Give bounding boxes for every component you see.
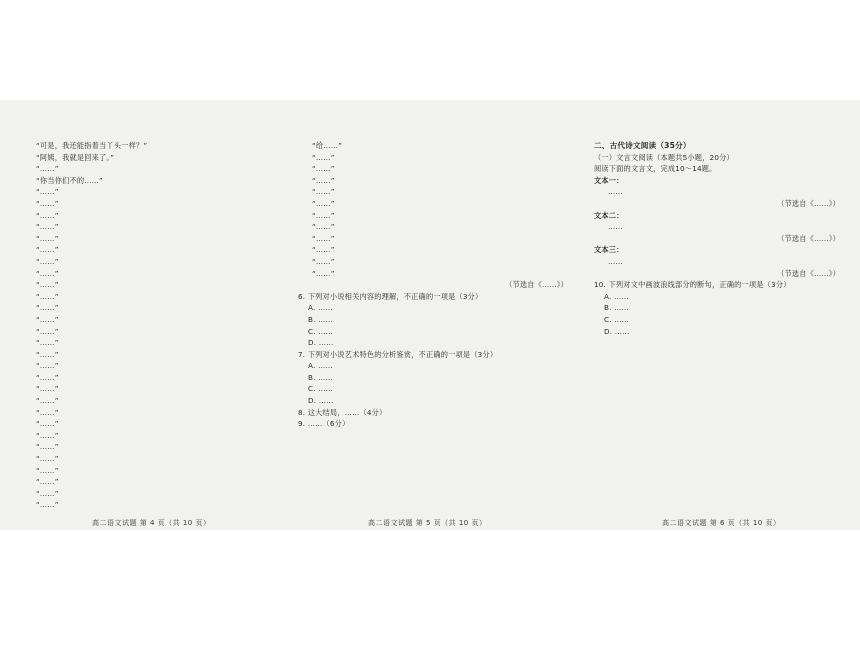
story-paragraph: “……” [312,222,335,232]
story-paragraph: “……” [36,338,59,348]
story-paragraph: “……” [36,500,59,510]
story-paragraph: “……” [36,349,59,359]
text-2-paragraph: …… [608,222,623,232]
question-6-option: A. …… [308,303,333,313]
story-paragraph: “……” [312,152,335,162]
question-6-option: C. …… [308,326,333,336]
story-paragraph: “……” [312,210,335,220]
page-6-column [594,140,840,518]
story-paragraph: “……” [36,488,59,498]
question-7-option: D. …… [308,396,334,406]
story-paragraph: “阿姨，我就是回来了。” [36,152,115,162]
text-3-label: 文本三： [594,245,624,255]
story-paragraph: “……” [36,384,59,394]
story-paragraph: “……” [36,268,59,278]
question-7-option: C. …… [308,384,333,394]
story-paragraph: “……” [36,326,59,336]
story-paragraph: “给……” [312,141,343,150]
story-paragraph: “可是，我还能指着当丫头一样？” [36,141,148,150]
question-10: 10. 下列对文中画波浪线部分的断句，正确的一项是（3分） [594,280,791,290]
story-paragraph: “……” [36,222,59,232]
page-5-column [298,140,568,518]
question-10-option: C. …… [604,314,629,324]
page-6-footer: 高二语文试题 第 6 页（共 10 页） [662,519,781,527]
story-paragraph: “……” [36,396,59,406]
page-5-footer: 高二语文试题 第 5 页（共 10 页） [368,519,487,527]
question-7-option: A. …… [308,361,333,371]
instruction: 阅读下面的文言文，完成10～14题。 [594,164,717,174]
story-paragraph: “……” [312,268,335,278]
question-9: 9. ……（6分） [298,419,350,429]
story-paragraph: “……” [36,465,59,475]
story-paragraph: “……” [36,442,59,452]
text-3-source: （节选自《……》） [777,268,840,278]
question-6: 6. 下列对小说相关内容的理解，不正确的一项是（3分） [298,291,483,301]
question-10-option: B. …… [604,303,629,313]
story-paragraph: “……” [36,477,59,487]
text-1-label: 文本一： [594,175,624,185]
story-paragraph: “你当你们不的……” [36,175,103,185]
question-10-option: A. …… [604,291,629,301]
text-1-paragraph: …… [608,187,623,197]
story-paragraph: “……” [36,303,59,313]
story-paragraph: “……” [36,187,59,197]
story-paragraph: “……” [36,361,59,371]
story-paragraph: “……” [36,314,59,324]
subsection-title: （一）文言文阅读（本题共5小题，20分） [594,152,734,162]
story-paragraph: “……” [36,291,59,301]
story-paragraph: “……” [36,372,59,382]
story-paragraph: “……” [312,198,335,208]
story-source: （节选自《……》） [505,280,568,290]
story-paragraph: “……” [36,256,59,266]
story-paragraph: “……” [36,419,59,429]
story-paragraph: “……” [36,245,59,255]
question-7: 7. 下列对小说艺术特色的分析鉴赏，不正确的一项是（3分） [298,349,498,359]
story-paragraph: “……” [36,454,59,464]
question-10-option: D. …… [604,326,630,336]
story-paragraph: “……” [36,233,59,243]
text-1-source: （节选自《……》） [777,198,840,208]
question-7-option: B. …… [308,372,333,382]
question-8: 8. 这大结局，……（4分） [298,407,387,417]
story-paragraph: “……” [312,187,335,197]
text-3-paragraph: …… [608,256,623,266]
section-title: 二、古代诗文阅读（35分） [594,141,691,150]
story-paragraph: “……” [36,280,59,290]
story-paragraph: “……” [36,407,59,417]
story-paragraph: “……” [312,175,335,185]
story-paragraph: “……” [36,164,59,174]
text-2-source: （节选自《……》） [777,233,840,243]
story-paragraph: “……” [36,210,59,220]
page-4-column [22,140,272,518]
question-6-option: B. …… [308,314,333,324]
story-paragraph: “……” [312,233,335,243]
question-6-option: D. …… [308,338,334,348]
story-paragraph: “……” [36,198,59,208]
story-paragraph: “……” [312,164,335,174]
text-2-label: 文本二： [594,210,624,220]
page-4-footer: 高二语文试题 第 4 页（共 10 页） [92,519,211,527]
story-paragraph: “……” [36,430,59,440]
story-paragraph: “……” [312,245,335,255]
story-paragraph: “……” [312,256,335,266]
